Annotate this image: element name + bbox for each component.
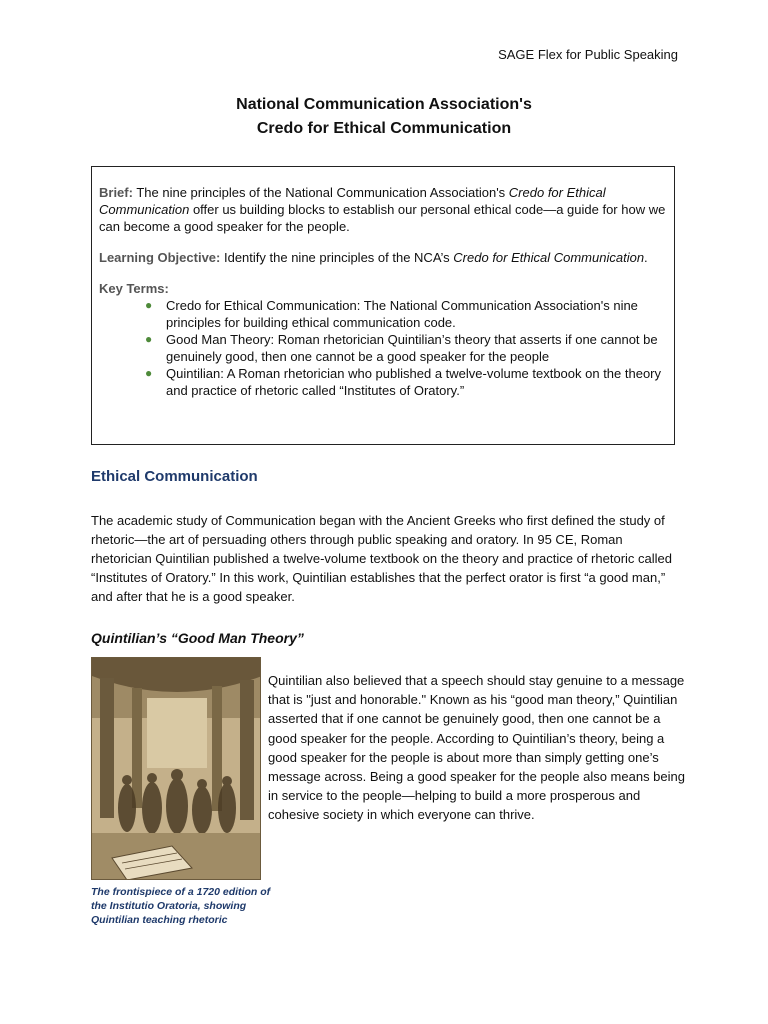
frontispiece-image xyxy=(91,657,261,880)
brief-text-2: offer us building blocks to establish our personal ethical code—a guide for how we can become a good speaker for the people. xyxy=(99,202,666,234)
engraving-illustration xyxy=(92,658,261,880)
subsection-heading: Quintilian’s “Good Man Theory” xyxy=(91,630,304,646)
key-term-item xyxy=(142,365,667,399)
figure-caption: The frontispiece of a 1720 edition of the Institutio Oratoria, showing Quintilian teaching rhetoric xyxy=(91,886,271,926)
key-term-item xyxy=(142,331,667,365)
section-heading: Ethical Communication xyxy=(91,468,258,485)
brief-label: Brief: xyxy=(99,185,133,200)
key-term-text: Quintilian: A Roman rhetorician who published a twelve-volume textbook on the theory and practice of rhetoric called “Institutes of Oratory.” xyxy=(166,366,662,398)
key-term-text: Credo for Ethical Communication: The National Communication Association's nine principles for building ethical communication code. xyxy=(166,298,638,330)
bullet-icon: ● xyxy=(145,298,153,312)
bullet-icon: ● xyxy=(145,366,153,380)
brief-text-1: The nine principles of the National Communication Association's xyxy=(132,185,509,200)
bullet-icon: ● xyxy=(145,332,153,346)
key-term-item xyxy=(142,297,667,331)
section-paragraph: The academic study of Communication began with the Ancient Greeks who first defined the study of rhetoric—the art of persuading others through public speaking and oratory. In 95 CE, Roman rhetorician Quintilian published a twelve-volume textbook on the theory and practice of rhetoric called “Institutes of Oratory.” In this work, Quintilian establishes that the perfect orator is first “a good man,” and after that he is a good speaker. xyxy=(91,513,672,604)
objective-text: Identify the nine principles of the NCA’s xyxy=(220,250,454,265)
key-term-text: Good Man Theory: Roman rhetorician Quintilian’s theory that asserts if one cannot be genuinely good, then one cannot be a good speaker for the people xyxy=(166,332,658,364)
key-terms-label: Key Terms: xyxy=(99,281,169,296)
objective-italic: Credo for Ethical Communication xyxy=(453,250,645,265)
objective-paragraph xyxy=(99,249,667,266)
title-line-2: Credo for Ethical Communication xyxy=(256,120,512,137)
objective-end: . xyxy=(644,250,648,265)
key-terms-list xyxy=(99,297,667,399)
brief-paragraph xyxy=(99,184,667,235)
title-line-1: National Communication Association's xyxy=(236,96,532,113)
objective-label: Learning Objective: xyxy=(99,250,221,265)
brief-box xyxy=(91,166,675,445)
brief-text-italic: Credo for Ethical Communication xyxy=(99,185,606,217)
subsection-paragraph: Quintilian also believed that a speech should stay genuine to a message that is "just and honorable." Known as his “good man theory,” Quintilian asserted that if one cannot be genuinely good, then one cannot be a good speaker for the people. According to Quintilian’s theory, being a good speaker for the people is about more than simply getting one’s message across. Being a good speaker for the people also means being in service to the people—helping to build a more prosperous and cohesive society in which everyone can thrive. xyxy=(268,673,685,823)
document-title xyxy=(0,93,768,141)
running-header: SAGE Flex for Public Speaking xyxy=(498,47,678,62)
